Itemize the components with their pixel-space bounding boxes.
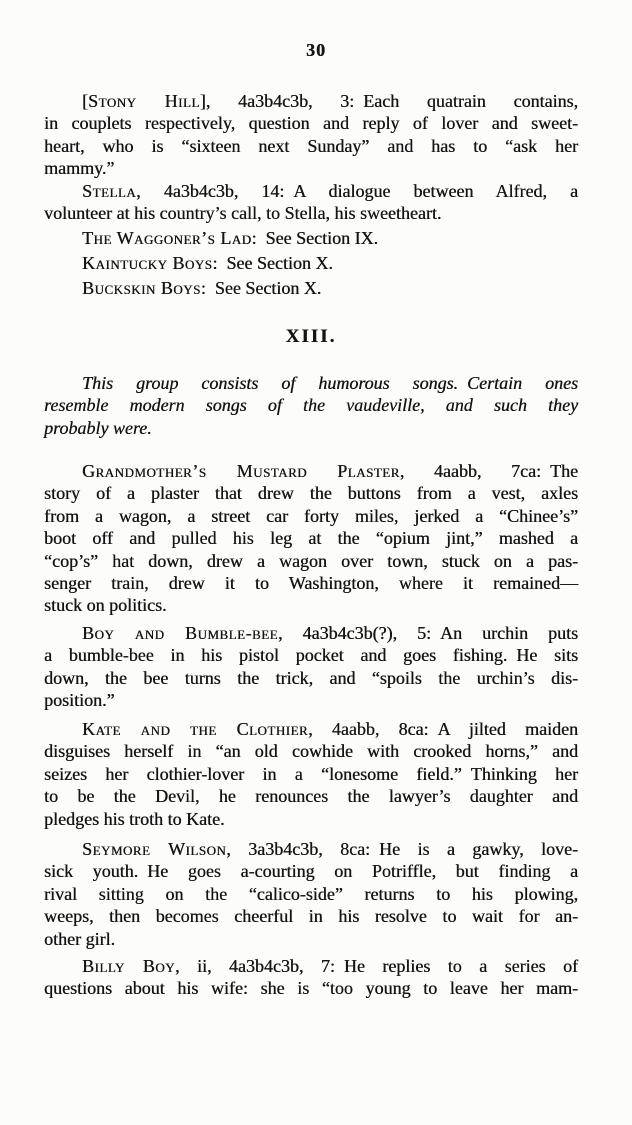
text-segment: sick youth. He goes a-courting on Potriffle, but finding a	[44, 861, 578, 882]
text-segment: , 4aabb, 7ca: The	[399, 461, 578, 481]
text-segment: a bumble-bee in his pistol pocket and goes fishing. He sits	[44, 645, 578, 666]
text-segment: other girl.	[44, 928, 115, 949]
text-segment: story of a plaster that drew the buttons from a vest, axles	[44, 483, 578, 504]
section-heading	[44, 326, 578, 348]
text-line	[44, 644, 578, 666]
text-segment: ], 4a3b4c3b, 3: Each quatrain contains,	[199, 91, 578, 111]
text-line	[44, 202, 578, 224]
text-line	[44, 326, 578, 348]
entry-paragraph	[44, 622, 578, 712]
text-line	[44, 905, 578, 927]
text-line	[44, 157, 578, 179]
text-segment: : See Section X.	[212, 253, 333, 273]
text-line	[44, 112, 578, 134]
text-segment: , ii, 4a3b4c3b, 7: He replies to a series of	[175, 956, 578, 976]
text-line	[44, 928, 578, 950]
text-segment: heart, who is “sixteen next Sunday” and has to “ask her	[44, 135, 578, 156]
text-segment: , 3a3b4c3b, 8ca: He is a gawky, love-	[226, 839, 579, 859]
text-line	[44, 550, 578, 572]
page-number: 30	[306, 40, 326, 60]
text-line	[44, 227, 578, 249]
text-segment: senger train, drew it to Washington, where it remained—	[44, 573, 578, 594]
song-title: Stony Hill	[88, 91, 200, 111]
song-title: Stella	[82, 181, 137, 201]
section-note-paragraph	[44, 372, 578, 439]
text-segment: : See Section IX.	[251, 228, 379, 248]
text-line	[44, 977, 578, 999]
text-line	[44, 740, 578, 762]
entry-paragraph	[44, 718, 578, 830]
text-segment: [	[82, 91, 88, 111]
song-title: Kate and the Clothier	[82, 719, 309, 739]
text-line	[44, 460, 578, 482]
cross-reference-line	[44, 252, 578, 274]
song-title: Kaintucky Boys	[82, 253, 213, 273]
text-segment: : See Section X.	[200, 278, 322, 298]
text-line	[44, 667, 578, 689]
text-line	[44, 838, 578, 860]
text-segment: , 4a3b4c3b, 14: A dialogue between Alfred, a	[136, 181, 578, 201]
song-title: Seymore Wilson	[82, 839, 227, 859]
text-line	[44, 808, 578, 830]
song-title: Buckskin Boys	[82, 278, 201, 298]
entry-paragraph	[44, 838, 578, 950]
text-line	[44, 394, 578, 416]
text-segment: XIII.	[285, 326, 337, 347]
text-line	[44, 785, 578, 807]
text-line	[44, 763, 578, 785]
text-line	[44, 572, 578, 594]
text-segment: probably were.	[44, 417, 152, 438]
text-line	[44, 180, 578, 202]
text-segment: to be the Devil, he renounces the lawyer’s daughter and	[44, 786, 578, 807]
text-line	[44, 505, 578, 527]
text-line	[44, 135, 578, 157]
text-segment: in couplets respectively, question and reply of lover and sweet-	[44, 113, 578, 134]
entry-paragraph	[44, 180, 578, 225]
song-title: Grandmother’s Mustard Plaster	[82, 461, 400, 481]
text-segment: weeps, then becomes cheerful in his resolve to wait for an-	[44, 906, 578, 927]
text-segment: stuck on politics.	[44, 595, 167, 616]
text-segment: , 4a3b4c3b(?), 5: An urchin puts	[278, 623, 578, 643]
text-segment: This group consists of humorous songs. Certain ones	[82, 373, 578, 393]
entry-paragraph	[44, 90, 578, 180]
text-segment: boot off and pulled his leg at the “opium jint,” mashed a	[44, 528, 578, 549]
text-line	[44, 482, 578, 504]
text-segment: questions about his wife: she is “too young to leave her mam-	[44, 978, 578, 999]
text-line	[44, 955, 578, 977]
text-segment: down, the bee turns the trick, and “spoils the urchin’s dis-	[44, 667, 578, 688]
text-segment: volunteer at his country’s call, to Stella, his sweetheart.	[44, 203, 442, 224]
text-segment: seizes her clothier-lover in a “lonesome field.” Thinking her	[44, 763, 578, 784]
cross-reference-line	[44, 227, 578, 249]
song-title: Billy Boy	[82, 956, 176, 976]
text-segment: mammy.”	[44, 158, 115, 179]
text-line	[44, 417, 578, 439]
text-segment: rival sitting on the “calico-side” returns to his plowing,	[44, 883, 578, 904]
text-line	[44, 277, 578, 299]
text-segment: resemble modern songs of the vaudeville, and such they	[44, 395, 578, 416]
text-segment: position.”	[44, 690, 115, 711]
text-segment: disguises herself in “an old cowhide with crooked horns,” and	[44, 741, 578, 762]
song-title: Boy and Bumble-bee	[82, 623, 279, 643]
text-line	[44, 689, 578, 711]
text-line	[44, 883, 578, 905]
text-segment: “cop’s” hat down, drew a wagon over town, stuck on a pas-	[44, 550, 578, 571]
text-segment: , 4aabb, 8ca: A jilted maiden	[308, 719, 578, 739]
text-segment: from a wagon, a street car forty miles, jerked a “Chinee’s”	[44, 505, 578, 526]
entry-paragraph	[44, 955, 578, 1000]
song-title: The Waggoner’s Lad	[82, 228, 252, 248]
text-line	[44, 622, 578, 644]
text-line	[44, 527, 578, 549]
entry-paragraph	[44, 460, 578, 617]
text-line	[44, 718, 578, 740]
cross-reference-line	[44, 277, 578, 299]
text-line	[44, 372, 578, 394]
text-line	[44, 90, 578, 112]
text-line	[44, 594, 578, 616]
text-segment: pledges his troth to Kate.	[44, 808, 225, 829]
text-line	[44, 860, 578, 882]
text-line	[44, 252, 578, 274]
